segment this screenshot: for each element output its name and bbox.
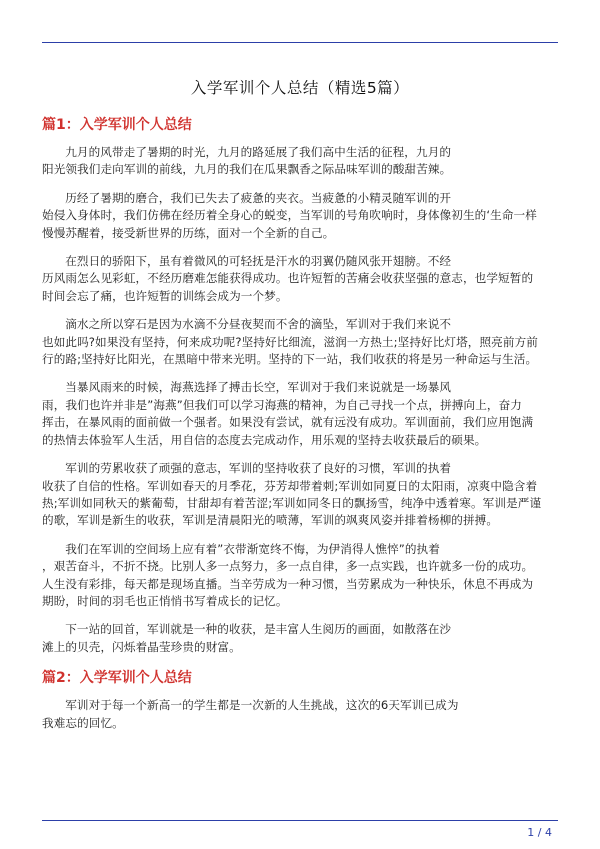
paragraph-line: 我们在军训的空间场上应有着”衣带渐宽终不悔，为伊消得人憔悴”的执着 xyxy=(65,541,440,556)
paragraph-line: 军训对于每一个新高一的学生都是一次新的人生挑战，这次的6天军训已成为 xyxy=(65,698,459,713)
paragraph xyxy=(42,144,558,179)
paragraph-line: 热;军训如同秋天的紫葡萄，甘甜却有着苦涩;军训如同冬日的飘扬雪，纯净中透着寒。军训是严谨 xyxy=(42,495,542,510)
paragraph-line: 慢慢苏醒着，接受新世界的历练，面对一个全新的自己。 xyxy=(42,225,335,240)
paragraph-line: 也如此吗?如果没有坚持，何来成功呢?坚持好比细流，滋润一方热土;坚持好比灯塔，照亮前方前 xyxy=(42,334,538,349)
paragraph-line: 滩上的贝壳，闪烁着晶莹珍贵的财富。 xyxy=(42,639,241,654)
paragraph xyxy=(42,190,558,242)
paragraph-line: 期盼，时间的羽毛也正悄悄书写着成长的记忆。 xyxy=(42,593,288,608)
paragraph-line: 军训的劳累收获了顽强的意志，军训的坚持收获了良好的习惯，军训的执着 xyxy=(65,461,452,476)
paragraph-line: 时间会忘了痛，也许短暂的训练会成为一个梦。 xyxy=(42,288,288,303)
paragraph-line: 下一站的回首，军训就是一种的收获，是丰富人生阅历的画面，如散落在沙 xyxy=(65,622,452,637)
paragraph-line: 行的路;坚持好比阳光，在黑暗中带来光明。坚持的下一站，我们收获的将是另一种命运与生活。 xyxy=(42,352,538,367)
paragraph-line: 的热情去体验军人生活，用自信的态度去完成动作，用乐观的坚持去收获最后的硕果。 xyxy=(42,432,487,447)
paragraph-line: 人生没有彩排，每天都是现场直播。当辛劳成为一种习惯，当劳累成为一种快乐，休息不再成为 xyxy=(42,576,534,591)
paragraph xyxy=(42,253,558,305)
document-body xyxy=(42,114,558,743)
paragraph xyxy=(42,541,558,611)
page-number: 1 / 4 xyxy=(527,826,552,839)
paragraph xyxy=(42,697,558,732)
paragraph-line: 历风雨怎么见彩虹，不经历磨难怎能获得成功。也许短暂的苦痛会收获坚强的意志，也学短暂的 xyxy=(42,271,534,286)
footer-rule xyxy=(42,820,558,821)
paragraph xyxy=(42,621,558,656)
paragraph-line: 当暴风雨来的时候，海燕选择了搏击长空，军训对于我们来说就是一场暴风 xyxy=(65,380,452,395)
paragraph-line: 的歌，军训是新生的收获，军训是清晨阳光的喷薄，军训的飒爽风姿并排着杨柳的拼搏。 xyxy=(42,513,499,528)
paragraph xyxy=(42,379,558,449)
paragraph xyxy=(42,316,558,368)
header-rule xyxy=(42,42,558,43)
paragraph xyxy=(42,460,558,530)
document-title: 入学军训个人总结（精选5篇） xyxy=(190,79,410,97)
paragraph-line: 历经了暑期的磨合，我们已失去了疲惫的夹衣。当疲惫的小精灵随军训的开 xyxy=(65,190,452,205)
paragraph-line: 始侵入身体时，我们仿佛在经历着全身心的蜕变，当军训的号角吹响时，身体像初生的‘生命一样 xyxy=(42,208,537,223)
paragraph-line: 我难忘的回忆。 xyxy=(42,715,124,730)
paragraph-line: 雨，我们也许并非是”海燕”但我们可以学习海燕的精神，为自己寻找一个点，拼搏向上，奋力 xyxy=(42,397,522,412)
paragraph-line: 收获了自信的性格。军训如春天的月季花，芬芳却带着刺;军训如同夏日的太阳雨，凉爽中隐含着 xyxy=(42,478,538,493)
paragraph-line: 在烈日的骄阳下，虽有着微风的可轻抚是汗水的羽翼仍随风张开翅膀。不经 xyxy=(65,254,452,269)
section-heading: 篇2：入学军训个人总结 xyxy=(42,670,192,687)
paragraph-line: 阳光领我们走向军训的前线，九月的我们在瓜果飘香之际品味军训的酸甜苦辣。 xyxy=(42,162,452,177)
paragraph-line: ，艰苦奋斗，不折不挠。比别人多一点努力，多一点自律，多一点实践，也许就多一份的成功。 xyxy=(42,559,534,574)
paragraph-line: 挥击，在暴风雨的面前做一个强者。如果没有尝试，就有远没有成功。军训面前，我们应用饱满 xyxy=(42,415,534,430)
paragraph-line: 九月的风带走了暑期的时光，九月的路延展了我们高中生活的征程，九月的 xyxy=(65,145,452,159)
section-heading: 篇1：入学军训个人总结 xyxy=(42,117,192,133)
paragraph-line: 滴水之所以穿石是因为水滴不分昼夜契而不舍的滴坠，军训对于我们来说不 xyxy=(65,317,452,332)
